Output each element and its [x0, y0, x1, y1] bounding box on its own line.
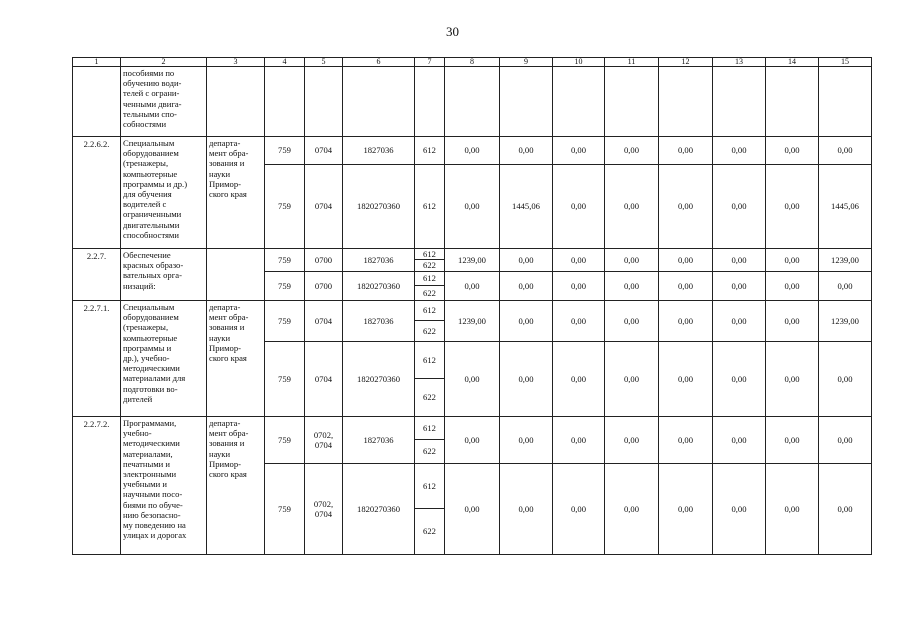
column-number: 15	[819, 58, 872, 67]
amount-cell: 1239,00	[445, 249, 500, 272]
table-row	[73, 301, 872, 342]
amount-cell: 0,00	[766, 417, 819, 464]
amount-cell: 0,00	[553, 464, 605, 555]
amount-cell: 0,00	[553, 301, 605, 342]
amount-cell: 0,00	[445, 165, 500, 249]
amount-cell: 0,00	[766, 165, 819, 249]
section-code: 0702, 0704	[305, 417, 343, 464]
amount-cell: 0,00	[713, 165, 766, 249]
grbs-code: 759	[265, 417, 305, 464]
amount-cell: 0,00	[445, 417, 500, 464]
table-row	[73, 249, 872, 272]
amount-cell: 1239,00	[819, 301, 872, 342]
row-executor	[207, 249, 265, 301]
amount-cell: 0,00	[553, 137, 605, 165]
column-number: 13	[713, 58, 766, 67]
amount-cell: 0,00	[553, 249, 605, 272]
expense-type-cell	[415, 342, 445, 417]
expense-type-cell	[415, 272, 445, 301]
column-number: 14	[766, 58, 819, 67]
amount-cell: 0,00	[659, 165, 713, 249]
amount-cell: 0,00	[713, 417, 766, 464]
expense-type-code: 622	[423, 446, 436, 456]
column-number: 2	[121, 58, 207, 67]
table-row	[73, 67, 872, 137]
grbs-code: 759	[265, 165, 305, 249]
row-code: 2.2.7.	[73, 249, 121, 301]
grbs-code: 759	[265, 272, 305, 301]
table-row	[73, 417, 872, 464]
amount-cell: 0,00	[713, 342, 766, 417]
amount-cell: 0,00	[766, 249, 819, 272]
column-number: 5	[305, 58, 343, 67]
amount-cell: 0,00	[553, 417, 605, 464]
grbs-code: 759	[265, 301, 305, 342]
amount-cell: 0,00	[659, 464, 713, 555]
amount-cell: 0,00	[766, 464, 819, 555]
amount-cell: 0,00	[445, 342, 500, 417]
amount-cell: 0,00	[766, 342, 819, 417]
section-code: 0704	[305, 137, 343, 165]
amount-cell: 0,00	[605, 165, 659, 249]
target-article-code: 1820270360	[343, 165, 415, 249]
amount-cell: 0,00	[500, 342, 553, 417]
expense-type-code: 622	[423, 326, 436, 336]
expense-type-cell	[415, 301, 445, 342]
expense-type-code: 622	[423, 526, 436, 536]
row-name: пособиями по обучению води- телей с ограни- ченными двига- тельными спо- собностями	[121, 67, 207, 137]
amount-cell: 0,00	[766, 137, 819, 165]
row-code: 2.2.6.2.	[73, 137, 121, 249]
expense-type-cell	[415, 464, 445, 555]
amount-cell: 0,00	[500, 249, 553, 272]
expense-type-code: 612	[415, 342, 444, 379]
amount-cell: 0,00	[659, 137, 713, 165]
expense-type-code: 612	[415, 417, 444, 440]
amount-cell: 0,00	[819, 342, 872, 417]
row-code: 2.2.7.1.	[73, 301, 121, 417]
expense-type-cell	[415, 417, 445, 464]
amount-cell: 0,00	[500, 301, 553, 342]
section-code: 0700	[305, 249, 343, 272]
row-name: Специальным оборудованием (тренажеры, компьютерные программы и др.) для обучения водителей с ограниченными двигательными способностями	[121, 137, 207, 249]
column-number: 3	[207, 58, 265, 67]
row-code	[73, 67, 121, 137]
amount-cell: 0,00	[659, 249, 713, 272]
expense-type-code: 612	[415, 137, 445, 165]
row-name: Специальным оборудованием (тренажеры, компьютерные программы и др.), учебно- методическими материалами для подготовки во- дителей	[121, 301, 207, 417]
table-row	[73, 137, 872, 165]
section-code: 0704	[305, 301, 343, 342]
expense-type-code: 612	[415, 249, 444, 260]
target-article-code: 1827036	[343, 417, 415, 464]
amount-cell: 0,00	[819, 464, 872, 555]
amount-cell: 0,00	[553, 165, 605, 249]
expense-type-code: 622	[423, 392, 436, 402]
column-numbers-row	[73, 58, 872, 67]
row-name: Обеспечение красных образо- вательных орга- низаций:	[121, 249, 207, 301]
grbs-code: 759	[265, 137, 305, 165]
target-article-code: 1820270360	[343, 342, 415, 417]
amount-cell: 0,00	[605, 272, 659, 301]
grbs-code: 759	[265, 249, 305, 272]
amount-cell: 0,00	[605, 464, 659, 555]
column-number: 10	[553, 58, 605, 67]
amount-cell: 0,00	[713, 249, 766, 272]
column-number: 6	[343, 58, 415, 67]
amount-cell: 0,00	[713, 272, 766, 301]
expense-type-code: 612	[415, 272, 444, 286]
amount-cell: 0,00	[713, 464, 766, 555]
amount-cell: 1445,06	[819, 165, 872, 249]
column-number: 11	[605, 58, 659, 67]
column-number: 8	[445, 58, 500, 67]
amount-cell: 0,00	[819, 417, 872, 464]
row-executor: департа- мент обра- зования и науки Примор- ского края	[207, 137, 265, 249]
section-code: 0704	[305, 342, 343, 417]
target-article-code: 1820270360	[343, 272, 415, 301]
amount-cell: 0,00	[819, 137, 872, 165]
amount-cell: 1239,00	[819, 249, 872, 272]
amount-cell: 0,00	[766, 272, 819, 301]
column-number: 12	[659, 58, 713, 67]
amount-cell: 0,00	[659, 417, 713, 464]
amount-cell: 0,00	[766, 301, 819, 342]
amount-cell: 0,00	[713, 137, 766, 165]
grbs-code: 759	[265, 342, 305, 417]
amount-cell: 0,00	[445, 272, 500, 301]
column-number: 1	[73, 58, 121, 67]
target-article-code: 1820270360	[343, 464, 415, 555]
amount-cell: 0,00	[605, 417, 659, 464]
amount-cell: 0,00	[553, 272, 605, 301]
section-code: 0700	[305, 272, 343, 301]
amount-cell: 0,00	[445, 464, 500, 555]
expense-type-cell	[415, 249, 445, 272]
amount-cell: 0,00	[500, 272, 553, 301]
amount-cell: 0,00	[659, 342, 713, 417]
expense-type-code: 622	[423, 288, 436, 298]
row-executor: департа- мент обра- зования и науки Примор- ского края	[207, 417, 265, 555]
target-article-code: 1827036	[343, 137, 415, 165]
amount-cell: 1445,06	[500, 165, 553, 249]
target-article-code: 1827036	[343, 249, 415, 272]
section-code: 0704	[305, 165, 343, 249]
column-number: 7	[415, 58, 445, 67]
amount-cell: 1239,00	[445, 301, 500, 342]
amount-cell: 0,00	[659, 301, 713, 342]
expense-type-code: 622	[423, 260, 436, 270]
amount-cell: 0,00	[605, 249, 659, 272]
amount-cell: 0,00	[445, 137, 500, 165]
column-number: 4	[265, 58, 305, 67]
row-name: Программами, учебно- методическими материалами, печатными и электронными учебными и научными посо- биями по обуче- нию безопасно- му поведению на улицах и дорогах	[121, 417, 207, 555]
amount-cell: 0,00	[553, 342, 605, 417]
expense-type-code: 612	[415, 464, 444, 509]
amount-cell: 0,00	[500, 137, 553, 165]
column-number: 9	[500, 58, 553, 67]
row-code: 2.2.7.2.	[73, 417, 121, 555]
section-code: 0702, 0704	[305, 464, 343, 555]
amount-cell: 0,00	[819, 272, 872, 301]
row-executor: департа- мент обра- зования и науки Примор- ского края	[207, 301, 265, 417]
amount-cell: 0,00	[605, 137, 659, 165]
amount-cell: 0,00	[605, 342, 659, 417]
amount-cell: 0,00	[500, 464, 553, 555]
expense-type-code: 612	[415, 165, 445, 249]
target-article-code: 1827036	[343, 301, 415, 342]
amount-cell: 0,00	[605, 301, 659, 342]
amount-cell: 0,00	[659, 272, 713, 301]
expense-type-code: 612	[415, 301, 444, 321]
amount-cell: 0,00	[500, 417, 553, 464]
page-number: 30	[446, 24, 459, 39]
grbs-code: 759	[265, 464, 305, 555]
amount-cell: 0,00	[713, 301, 766, 342]
budget-table	[72, 57, 872, 555]
